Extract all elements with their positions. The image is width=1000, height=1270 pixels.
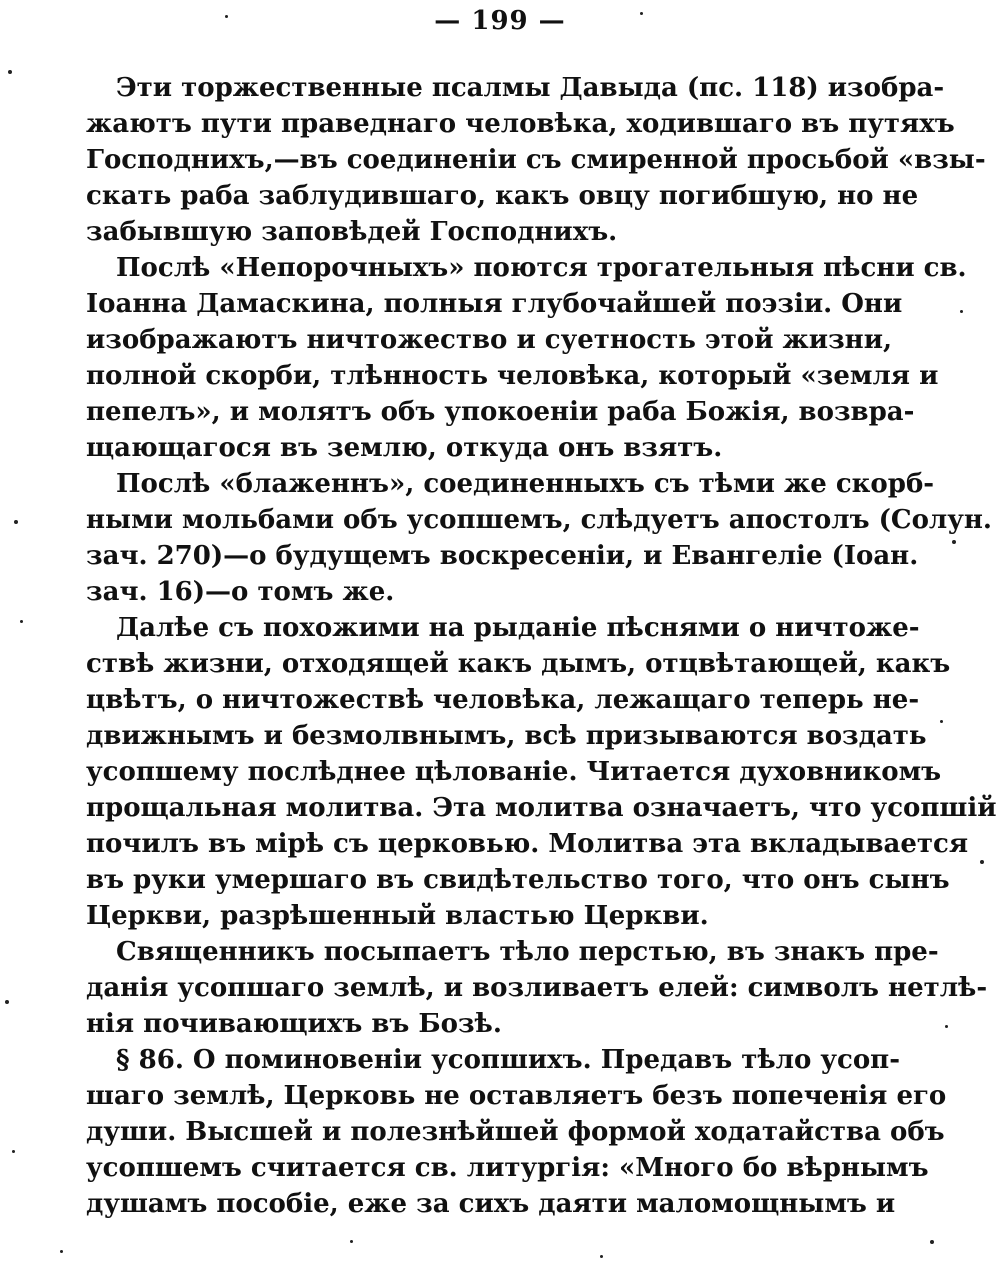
text-line: шаго землѣ, Церковь не оставляетъ безъ попеченія его: [86, 1081, 947, 1111]
scan-speck: [225, 15, 228, 18]
page-number: — 199 —: [434, 6, 566, 36]
text-line: усопшему послѣднее цѣлованіе. Читается духовникомъ: [86, 757, 942, 787]
scan-speck: [8, 70, 12, 74]
scan-speck: [14, 520, 18, 524]
paragraph: [86, 70, 986, 250]
text-line: прощальная молитва. Эта молитва означаетъ, что усопшій: [86, 793, 997, 823]
text-line: душамъ пособіе, еже за сихъ даяти маломощнымъ и: [86, 1189, 896, 1219]
text-line: пепелъ», и молятъ объ упокоеніи раба Божія, возвра-: [86, 397, 915, 427]
text-line: въ руки умершаго въ свидѣтельство того, что онъ сынъ: [86, 865, 950, 895]
scan-speck: [945, 1025, 948, 1028]
text-line: забывшую заповѣдей Господнихъ.: [86, 217, 618, 247]
paragraph: [86, 466, 992, 610]
text-line: жаютъ пути праведнаго человѣка, ходившаго въ путяхъ: [86, 109, 955, 139]
paragraph: [86, 1042, 947, 1222]
text-line: усопшемъ считается св. литургія: «Много бо вѣрнымъ: [86, 1153, 929, 1183]
text-line: Іоанна Дамаскина, полныя глубочайшей поэзіи. Они: [86, 289, 903, 319]
scan-speck: [60, 1250, 63, 1253]
text-line: данія усопшаго землѣ, и возливаетъ елей: символъ нетлѣ-: [86, 973, 988, 1003]
text-line: Послѣ «Непорочныхъ» поются трогательныя пѣсни св.: [116, 253, 967, 283]
text-line: полной скорби, тлѣнность человѣка, который «земля и: [86, 361, 939, 391]
text-line: § 86. О поминовеніи усопшихъ. Предавъ тѣло усоп-: [116, 1045, 900, 1075]
text-line: Священникъ посыпаетъ тѣло перстью, въ знакъ пре-: [116, 937, 939, 967]
text-line: Церкви, разрѣшенный властью Церкви.: [86, 901, 709, 931]
scan-speck: [600, 1255, 603, 1258]
text-line: цвѣтъ, о ничтожествѣ человѣка, лежащаго теперь не-: [86, 685, 920, 715]
scan-speck: [640, 12, 643, 15]
scan-speck: [12, 1150, 15, 1153]
text-line: изображаютъ ничтожество и суетность этой жизни,: [86, 325, 893, 355]
text-line: ными мольбами объ усопшемъ, слѣдуетъ апостолъ (Солун.: [86, 505, 992, 535]
text-line: души. Высшей и полезнѣйшей формой ходатайства объ: [86, 1117, 945, 1147]
paragraph: [86, 250, 967, 466]
text-line: щающагося въ землю, откуда онъ взятъ.: [86, 433, 723, 463]
scan-speck: [350, 1240, 353, 1243]
text-line: зач. 270)—о будущемъ воскресеніи, и Евангеліе (Іоан.: [86, 541, 919, 571]
text-line: ствѣ жизни, отходящей какъ дымъ, отцвѣтающей, какъ: [86, 649, 951, 679]
text-line: Эти торжественные псалмы Давыда (пс. 118) изобра-: [116, 73, 945, 103]
text-line: Господнихъ,—въ соединеніи съ смиренной просьбой «взы-: [86, 145, 986, 175]
text-line: движнымъ и безмолвнымъ, всѣ призываются воздать: [86, 721, 927, 751]
text-line: Послѣ «блаженнъ», соединенныхъ съ тѣми же скорб-: [116, 469, 935, 499]
scan-speck: [5, 1000, 9, 1004]
text-line: Далѣе съ похожими на рыданіе пѣснями о ничтоже-: [116, 613, 920, 643]
scan-speck: [980, 860, 984, 864]
paragraph: [86, 934, 988, 1042]
scan-speck: [20, 620, 23, 623]
text-line: скать раба заблудившаго, какъ овцу погибшую, но не: [86, 181, 919, 211]
paragraph: [86, 610, 997, 934]
body-text: [86, 70, 997, 1222]
text-line: почилъ въ мірѣ съ церковью. Молитва эта вкладывается: [86, 829, 969, 859]
scan-speck: [940, 720, 943, 723]
scan-speck: [960, 310, 963, 313]
text-line: нія почивающихъ въ Бозѣ.: [86, 1009, 502, 1039]
text-line: зач. 16)—о томъ же.: [86, 577, 395, 607]
scan-speck: [930, 1240, 934, 1244]
scan-speck: [952, 540, 956, 544]
